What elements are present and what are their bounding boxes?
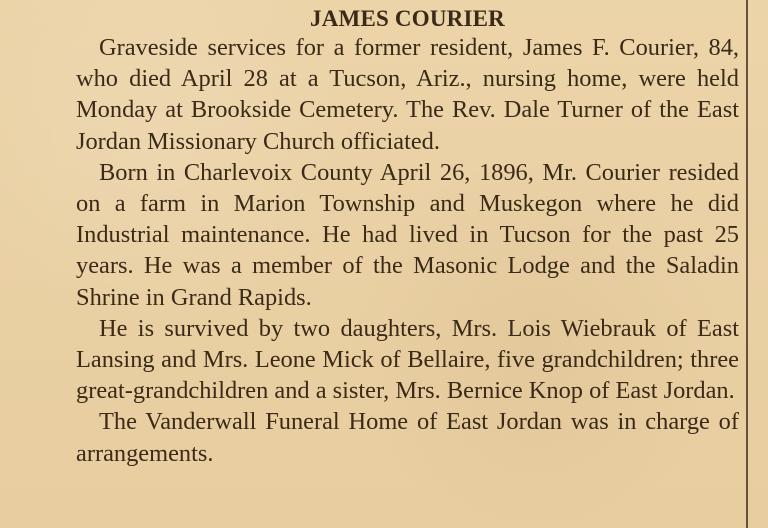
obituary-headline: JAMES COURIER	[310, 6, 505, 31]
arrangements-paragraph: The Vanderwall Funeral Home of East Jordan was in charge of arrangements.	[76, 408, 739, 467]
column-rule	[746, 0, 748, 528]
obituary-article	[76, 5, 739, 469]
survivors-paragraph: He is survived by two daughters, Mrs. Lois Wiebrauk of East Lansing and Mrs. Leone Mick of Bellaire, five grandchildren; three great-grandchildren and a sister, Mrs. Bernice Knop of East Jordan.	[76, 314, 739, 405]
biography-paragraph: Born in Charlevoix County April 26, 1896, Mr. Courier resided on a farm in Marion Township and Muskegon where he did Industrial maintenance. He had lived in Tucson for the past 25 years. He was a member of the Masonic Lodge and the Saladin Shrine in Grand Rapids.	[76, 158, 739, 311]
service-paragraph: Graveside services for a former resident, James F. Courier, 84, who died April 28 at a Tucson, Ariz., nursing home, were held Monday at Brookside Cemetery. The Rev. Dale Turner of the East Jordan Missionary Church officiated.	[76, 34, 739, 155]
